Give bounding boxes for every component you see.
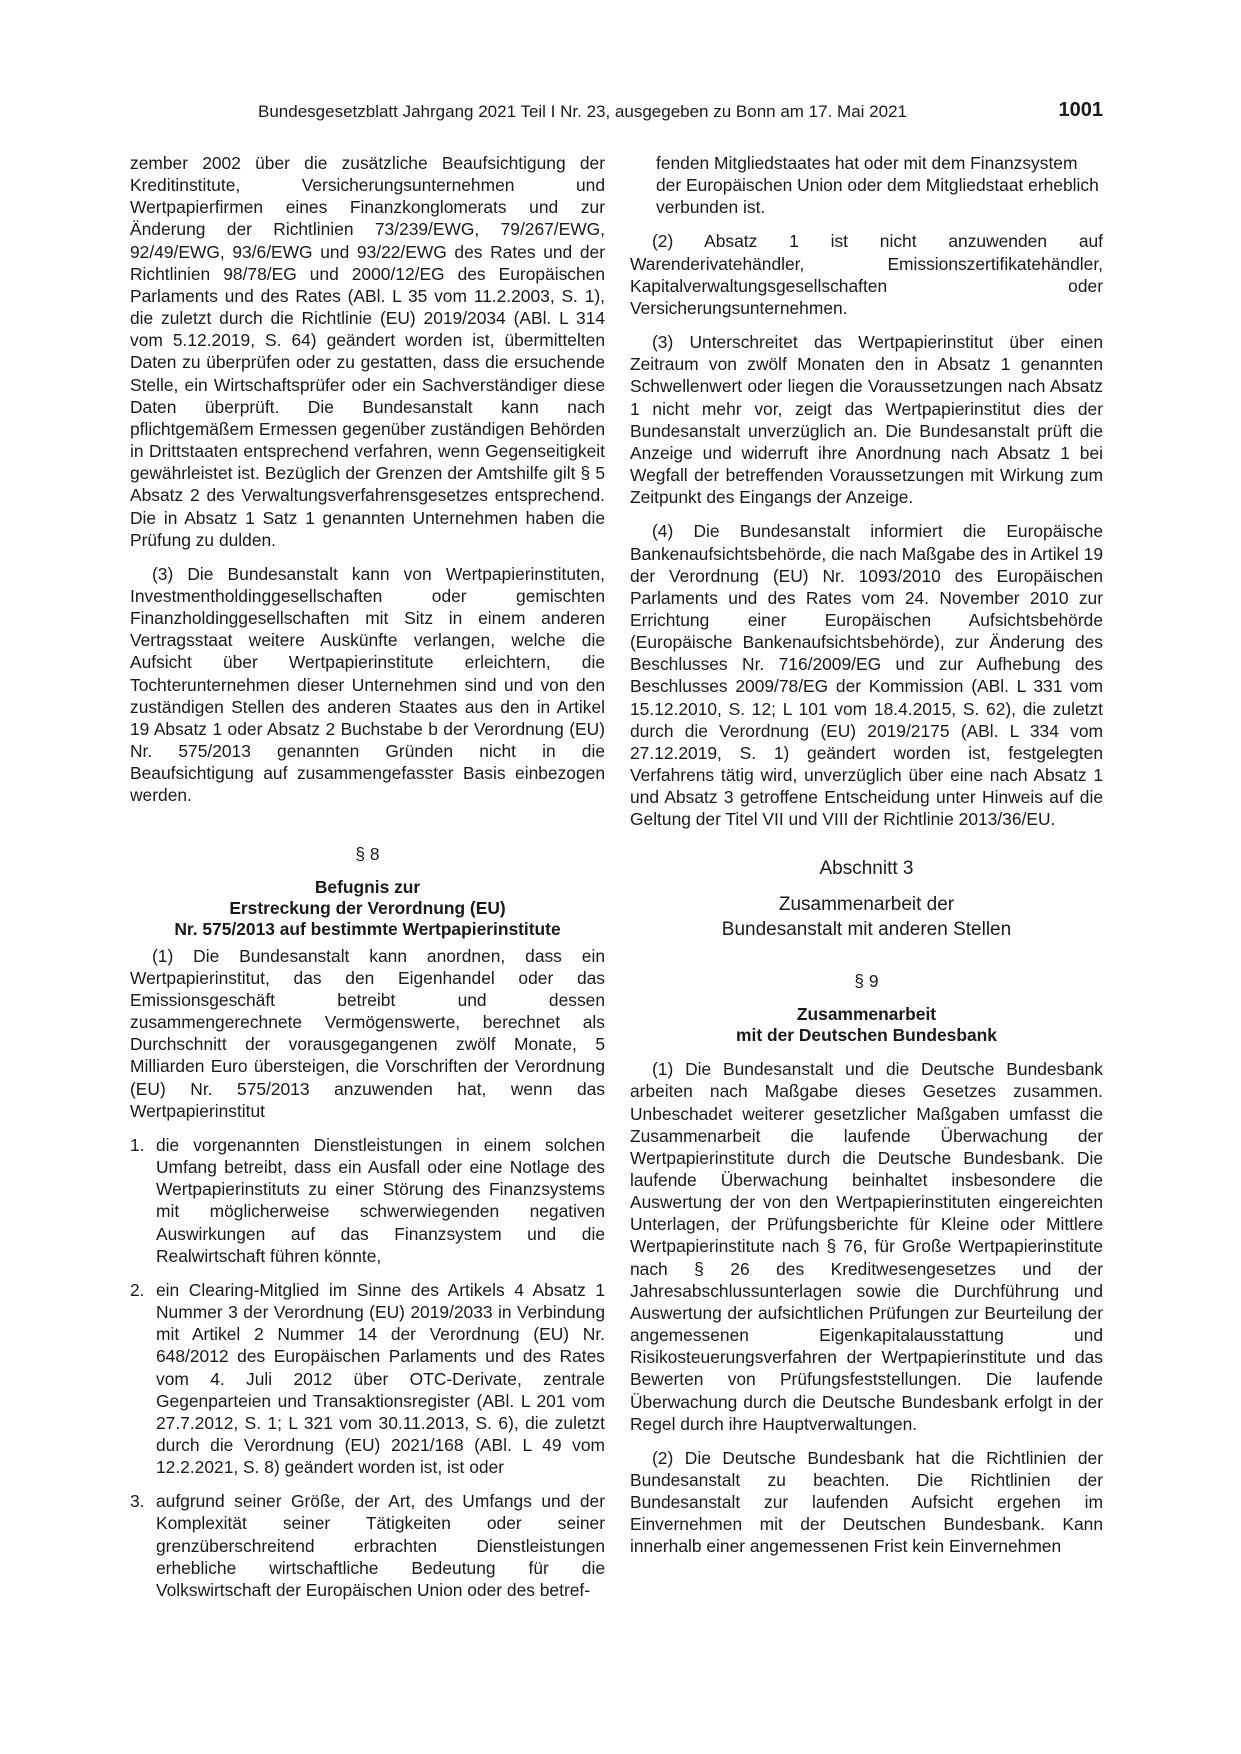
section-8-heading xyxy=(130,877,605,940)
section-9-paragraph-1: (1) Die Bundesanstalt und die Deutsche Bundesbank arbeiten nach Maßgabe dieses Gesetzes zusammen. Unbeschadet weiterer gesetzlicher Maßgaben umfasst die Zusammenarbeit die laufende Überwachung der Wertpapierinstitute durch die Deutsche Bundesbank. Die laufende Überwachung beinhaltet insbesondere die Auswertung der von den Wertpapierinstituten eingereichten Unterlagen, der Prüfungsberichte für Kleine oder Mittlere Wertpapierinstitute nach § 76, für Große Wertpapierinstitute nach § 26 des Kreditwesengesetzes und der Jahresabschlussunterlagen sowie die Durchführung und Auswertung der aufsichtlichen Prüfungen zur Beurteilung der angemessenen Eigenkapitalausstattung und Risikosteuerungsverfahren der Wertpapierinstitute und das Bewerten von Prüfungsfeststellungen. Die laufende Überwachung durch die Deutsche Bundesbank erfolgt in der Regel durch ihre Hauptverwaltungen. xyxy=(630,1059,1103,1434)
list-item-text: ein Clearing-Mitglied im Sinne des Artikels 4 Absatz 1 Nummer 3 der Verordnung (EU) 2019/2033 in Verbindung mit Artikel 2 Nummer 14 der Verordnung (EU) Nr. 648/2012 des Europäischen Parlaments und des Rates vom 4. Juli 2012 über OTC-Derivate, zentrale Gegenparteien und Transaktionsregister (ABl. L 201 vom 27.7.2012, S. 1; L 321 vom 30.11.2013, S. 6), die zuletzt durch die Verordnung (EU) 2021/168 (ABl. L 49 vom 12.2.2021, S. 8) geändert worden ist, ist oder xyxy=(156,1279,605,1478)
paragraph-continuation: fenden Mitgliedstaates hat oder mit dem Finanzsystem der Europäischen Union oder dem Mitgliedstaat erheblich verbunden ist. xyxy=(656,153,1099,218)
enumerated-list xyxy=(130,1134,605,1601)
page-header xyxy=(258,100,1103,126)
list-item xyxy=(130,1490,605,1601)
list-item-text: aufgrund seiner Größe, der Art, des Umfangs und der Komplexität seiner Tätigkeiten oder seiner grenzüberschreitend erbrachten Dienstleistungen erhebliche wirtschaftliche Bedeutung für die Volkswirtschaft der Europäischen Union oder des betref- xyxy=(156,1491,605,1600)
section-8-heading-line: Befugnis zur xyxy=(314,876,421,897)
section-8-number: § 8 xyxy=(355,843,380,864)
paragraph-3: (3) Unterschreitet das Wertpapierinstitut über einen Zeitraum von zwölf Monaten den in Absatz 1 genannten Schwellenwert oder liegen die Voraussetzungen nach Absatz 1 nicht mehr vor, zeigt das Wertpapierinstitut dies der Bundesanstalt unverzüglich an. Die Bundesanstalt prüft die Anzeige und widerruft ihre Anordnung nach Absatz 1 bei Wegfall der betreffenden Voraussetzungen mit Wirkung zum Zeitpunkt des Eingangs der Anzeige. xyxy=(630,332,1103,508)
list-item-number: 2. xyxy=(130,1279,145,1300)
chapter-title xyxy=(630,893,1103,942)
section-9-number: § 9 xyxy=(854,971,879,992)
page-number: 1001 xyxy=(1058,99,1103,121)
chapter-title-line: Bundesanstalt mit anderen Stellen xyxy=(721,918,1012,940)
left-column xyxy=(130,152,605,1601)
list-item-text: die vorgenannten Dienstleistungen in einem solchen Umfang betreibt, dass ein Ausfall oder eine Notlage des Wertpapierinstituts zu einer Störung des Finanzsystems mit möglicherweise schwerwiegenden negativen Auswirkungen auf das Finanzsystem und die Realwirtschaft führen könnte, xyxy=(156,1134,605,1266)
list-item xyxy=(130,1134,605,1267)
section-9-heading xyxy=(630,1004,1103,1046)
section-9-heading-line: mit der Deutschen Bundesbank xyxy=(736,1025,997,1046)
paragraph-3: (3) Die Bundesanstalt kann von Wertpapierinstituten, Investmentholdinggesellschaften oder gemischten Finanzholdinggesellschaften mit Sitz in einem anderen Vertragsstaat weitere Auskünfte verlangen, welche die Aufsicht über Wertpapierinstitute erleichtern, die Tochterunternehmen dieser Unternehmen sind und von den zuständigen Stellen des anderen Staates aus den in Artikel 19 Absatz 1 oder Absatz 2 Buchstabe b der Verordnung (EU) Nr. 575/2013 genannten Gründen nicht in die Beaufsichtigung auf zusammengefasster Basis einbezogen werden. xyxy=(130,563,605,806)
list-item-number: 1. xyxy=(130,1134,145,1155)
chapter-title-line: Zusammenarbeit der xyxy=(778,894,955,916)
paragraph-4: (4) Die Bundesanstalt informiert die Europäische Bankenaufsichtsbehörde, die nach Maßgabe des in Artikel 19 der Verordnung (EU) Nr. 1093/2010 des Europäischen Parlaments und des Rates vom 24. November 2010 zur Errichtung einer Europäischen Aufsichtsbehörde (Europäische Bankenaufsichtsbehörde), zur Änderung des Beschlusses Nr. 716/2009/EG und zur Aufhebung des Beschlusses 2009/78/EG der Kommission (ABl. L 331 vom 15.12.2010, S. 12; L 101 vom 18.4.2015, S. 62), die zuletzt durch die Verordnung (EU) 2019/2175 (ABl. L 334 vom 27.12.2019, S. 1) geändert worden ist, festgelegten Verfahrens tätig wird, unverzüglich über eine nach Absatz 1 und Absatz 3 getroffene Entscheidung unter Hinweis auf die Geltung der Titel VII und VIII der Richtlinie 2013/36/EU. xyxy=(630,521,1103,830)
paragraph-2: (2) Absatz 1 ist nicht anzuwenden auf Warenderivatehändler, Emissionszertifikatehändler, Kapitalverwaltungsgesellschaften oder Versicherungsunternehmen. xyxy=(630,231,1103,318)
right-column xyxy=(630,152,1103,1558)
section-9-paragraph-2: (2) Die Deutsche Bundesbank hat die Richtlinien der Bundesanstalt zu beachten. Die Richtlinien der Bundesanstalt zur laufenden Aufsicht ergehen im Einvernehmen mit der Deutschen Bundesbank. Kann innerhalb einer angemessenen Frist kein Einvernehmen xyxy=(630,1447,1103,1557)
section-8-heading-line: Erstreckung der Verordnung (EU) xyxy=(229,897,506,918)
paragraph-continuation: zember 2002 über die zusätzliche Beaufsichtigung der Kreditinstitute, Versicherungsunternehmen und Wertpapierfirmen eines Finanzkonglomerats und zur Änderung der Richtlinien 73/239/EWG, 79/267/EWG, 92/49/EWG, 93/6/EWG und 93/22/EWG des Rates und der Richtlinien 98/78/EG und 2000/12/EG des Europäischen Parlaments und des Rates (ABl. L 35 vom 11.2.2003, S. 1), die zuletzt durch die Richtlinie (EU) 2019/2034 (ABl. L 314 vom 5.12.2019, S. 64) geändert worden ist, übermittelten Daten zu überprüfen oder zu gestatten, dass die ersuchende Stelle, ein Wirtschaftsprüfer oder ein Sachverständiger diese Daten überprüft. Die Bundesanstalt kann nach pflichtgemäßem Ermessen gegenüber zuständigen Behörden in Drittstaaten entsprechend verfahren, wenn Gegenseitigkeit gewährleistet ist. Bezüglich der Grenzen der Amtshilfe gilt § 5 Absatz 2 des Verwaltungsverfahrensgesetzes entsprechend. Die in Absatz 1 Satz 1 genannten Unternehmen haben die Prüfung zu dulden. xyxy=(130,153,605,550)
section-8-paragraph-1: (1) Die Bundesanstalt kann anordnen, dass ein Wertpapierinstitut, das den Eigenhandel oder das Emissionsgeschäft betreibt und dessen zusammengerechnete Vermögenswerte, berechnet als Durchschnitt der vorausgegangenen zwölf Monate, 5 Milliarden Euro übersteigen, die Vorschriften der Verordnung (EU) Nr. 575/2013 anzuwenden hat, wenn das Wertpapierinstitut xyxy=(130,945,605,1121)
list-item xyxy=(130,1279,605,1478)
publication-header: Bundesgesetzblatt Jahrgang 2021 Teil I Nr. 23, ausgegeben zu Bonn am 17. Mai 2021 xyxy=(258,102,907,121)
chapter-label: Abschnitt 3 xyxy=(819,857,914,879)
section-8-heading-line: Nr. 575/2013 auf bestimmte Wertpapierinstitute xyxy=(174,918,561,939)
list-item-number: 3. xyxy=(130,1491,145,1512)
section-9-heading-line: Zusammenarbeit xyxy=(796,1004,937,1025)
